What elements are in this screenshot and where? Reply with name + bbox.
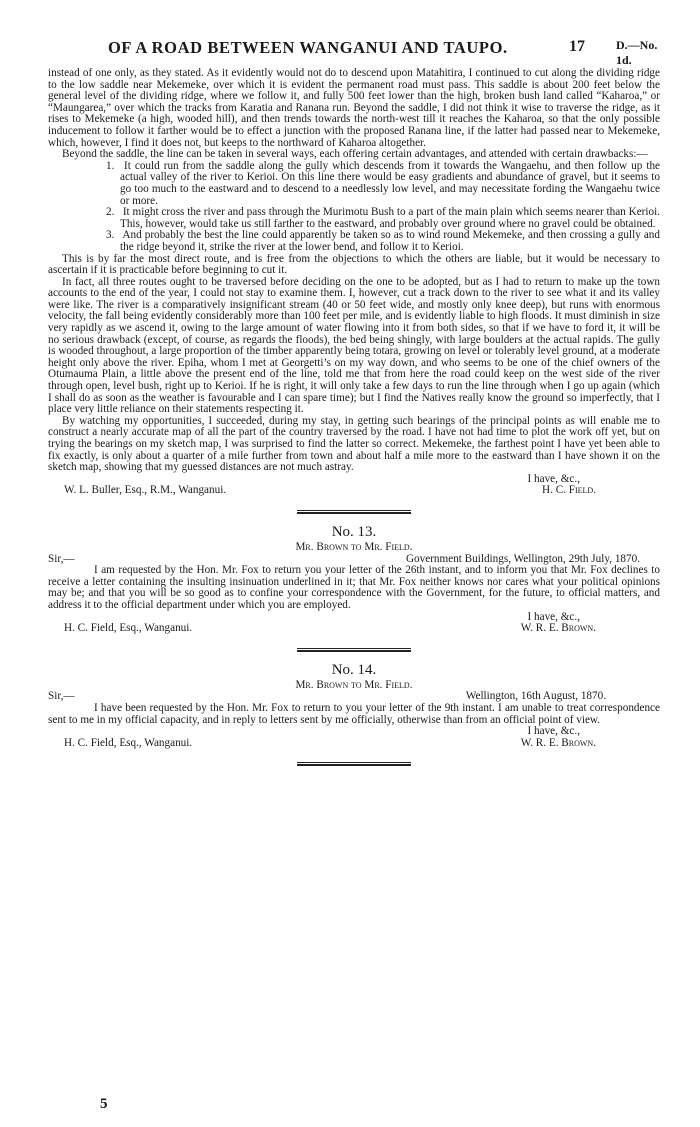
letter-body: I have been requested by the Hon. Mr. Fox to return to you your letter of the 9th instant. I am unable to treat correspondence sent to me in my official capacity, and in reply to letters sent by me officially, otherwise than from an official point of view. — [48, 701, 660, 726]
closing: I have, &c., — [527, 610, 580, 623]
addressee: W. L. Buller, Esq., R.M., Wanganui. — [64, 484, 227, 497]
list-item-text: And probably the best the line could apparently be taken so as to wind round Mekemeke, and then crossing a gully and the ridge beyond it, strike the river at the lower bend, and follow it to Kerioi. — [120, 229, 660, 253]
paragraph: Beyond the saddle, the line can be taken in several ways, each offering certain advantages, and attended with certain drawbacks:— — [62, 148, 648, 161]
letter-number: No. 14. — [331, 661, 377, 678]
signature: W. R. E. Brown. — [520, 622, 596, 635]
addressee: H. C. Field, Esq., Wanganui. — [64, 736, 193, 749]
list-item-number: 2. — [106, 206, 115, 219]
letter-date: Government Buildings, Wellington, 29th July, 1870. — [405, 552, 640, 565]
list-item — [98, 230, 660, 253]
section-divider — [297, 510, 411, 514]
list-item — [98, 161, 660, 207]
salutation: Sir,— — [48, 552, 75, 565]
letter-heading: Mr. Brown to Mr. Field. — [295, 678, 413, 691]
list-item-text: It could run from the saddle along the gully which descends from it towards the Wangaehu, and then follow up the actual valley of the river to Kerioi. On this line there would be easy gradients and abundance of gravel, but it seems to go too much to the eastward and to descend to a needlessly low level, and may necessitate fording the Wangaehu twice or more. — [120, 159, 661, 207]
list-item-number: 3. — [106, 229, 115, 242]
signature-row — [48, 485, 660, 497]
closing: I have, &c., — [527, 472, 580, 485]
page-title: OF A ROAD BETWEEN WANGANUI AND TAUPO. — [108, 38, 508, 57]
letter-number: No. 13. — [331, 523, 377, 540]
page-number: 17 — [569, 38, 585, 55]
paragraph: This is by far the most direct route, and is free from the objections to which the others are liable, but it would be necessary to ascertain if it is practicable before beginning to cut it. — [48, 252, 660, 277]
paragraph: In fact, all three routes ought to be traversed before deciding on the one to be adopted, but as I had to return to make up the town accounts to the end of the year, I could not stay to examine them. I, however, cut a track down to the river to see what it and its valley were like. The river is a comparatively insignificant stream (40 or 50 feet wide, and mostly only knee deep), but runs with enormous velocity, the fall being evidently considerably more than 100 feet per mile, and is evidently liable to high floods. It must diminish in size very rapidly as we ascend it, owing to the large amount of water flowing into it from both sides, so that if we have to ford it, it will be no serious drawback (except, of course, as regards the floods), the bed being shingly, with large boulders at the actual rapids. The gully is wooded throughout, a large proportion of the timber apparently being totara, growing on level or tolerably level ground, at a moderate height only above the river. Epiha, whom I met at Georgetti’s on my way down, and who seems to be one of the chief owners of the Otumauma Plain, a little above the present end of the line, told me that from here the road could keep on the west side of the river through open, level bush, right up to Kerioi. If he is right, it will only take a few days to run the line through when I go up again (which I shall do as soon as the weather is favourable and I can spare time); but I find the Natives really know the ground so imperfectly, that I place very little reliance on their statements respecting it. — [48, 275, 660, 416]
paragraph: instead of one only, as they stated. As it evidently would not do to descend upon Matahitira, I continued to cut along the dividing ridge to the low saddle near Mekemeke, over which it is evident the permanent road must pass. This saddle is about 200 feet below the general level of the dividing ridge, where we follow it, and fully 500 feet lower than the high, broken bush land called “Kaharoa,” or “Maungarea,” over which the tracks from Karatia and Ranana run. Beyond the saddle, I did not think it wise to traverse the ridge, as it rises to Mekemeke (a high, wooded hill), and then trends towards the north-west till it reaches the Kaharoa, so that the only possible inducement to follow it farther would be to effect a junction with the proposed Ranana line, if the latter had passed near to Mekemeke, which, however, I find it does not, but keeps to the northward of Kaharoa altogether. — [48, 67, 660, 149]
paragraph: By watching my opportunities, I succeeded, during my stay, in getting such bearings of the principal points as will enable me to construct a nearly accurate map of all the part of the country traversed by the road. I have not had time to plot the work off yet, but on trying the bearings on my sketch map, I was surprised to find the latter so correct. Mekemeke, the farthest point I have yet been able to fix exactly, is only about a quarter of a mile further from town and about half a mile more to the eastward than I have shown it on the sketch map, showing that my guessed distances are not much astray. — [48, 414, 660, 474]
letter-heading: Mr. Brown to Mr. Field. — [295, 540, 413, 553]
running-header — [48, 38, 660, 68]
page-body — [48, 68, 660, 766]
section-divider — [297, 648, 411, 652]
addressee: H. C. Field, Esq., Wanganui. — [64, 622, 193, 635]
list-item-number: 1. — [106, 159, 115, 172]
route-options-list — [98, 161, 660, 254]
letter-date: Wellington, 16th August, 1870. — [465, 690, 606, 703]
section-divider — [297, 762, 411, 766]
signature: W. R. E. Brown. — [520, 736, 596, 749]
closing: I have, &c., — [527, 725, 580, 738]
folio-number: 5 — [100, 1096, 108, 1112]
signature: H. C. Field. — [542, 484, 596, 497]
document-reference: D.—No. 1d. — [616, 38, 658, 67]
letter-body: I am requested by the Hon. Mr. Fox to return you your letter of the 26th instant, and to inform you that Mr. Fox declines to receive a letter containing the insulting insinuation underlined in it; that Mr. Fox neither knows nor cares what your political opinions may be; and that you will be so good as to confine your correspondence with the Government, for the future, to official matters, and address it to the official department under which you are employed. — [48, 564, 660, 611]
salutation: Sir,— — [48, 690, 75, 703]
signature-row — [48, 623, 660, 635]
list-item-text: It might cross the river and pass through the Murimotu Bush to a part of the main plain which seems nearer than Kerioi. This, however, would take us still farther to the eastward, and probably over ground where no gravel could be obtained. — [120, 206, 660, 230]
signature-row — [48, 738, 660, 750]
list-item — [98, 207, 660, 230]
